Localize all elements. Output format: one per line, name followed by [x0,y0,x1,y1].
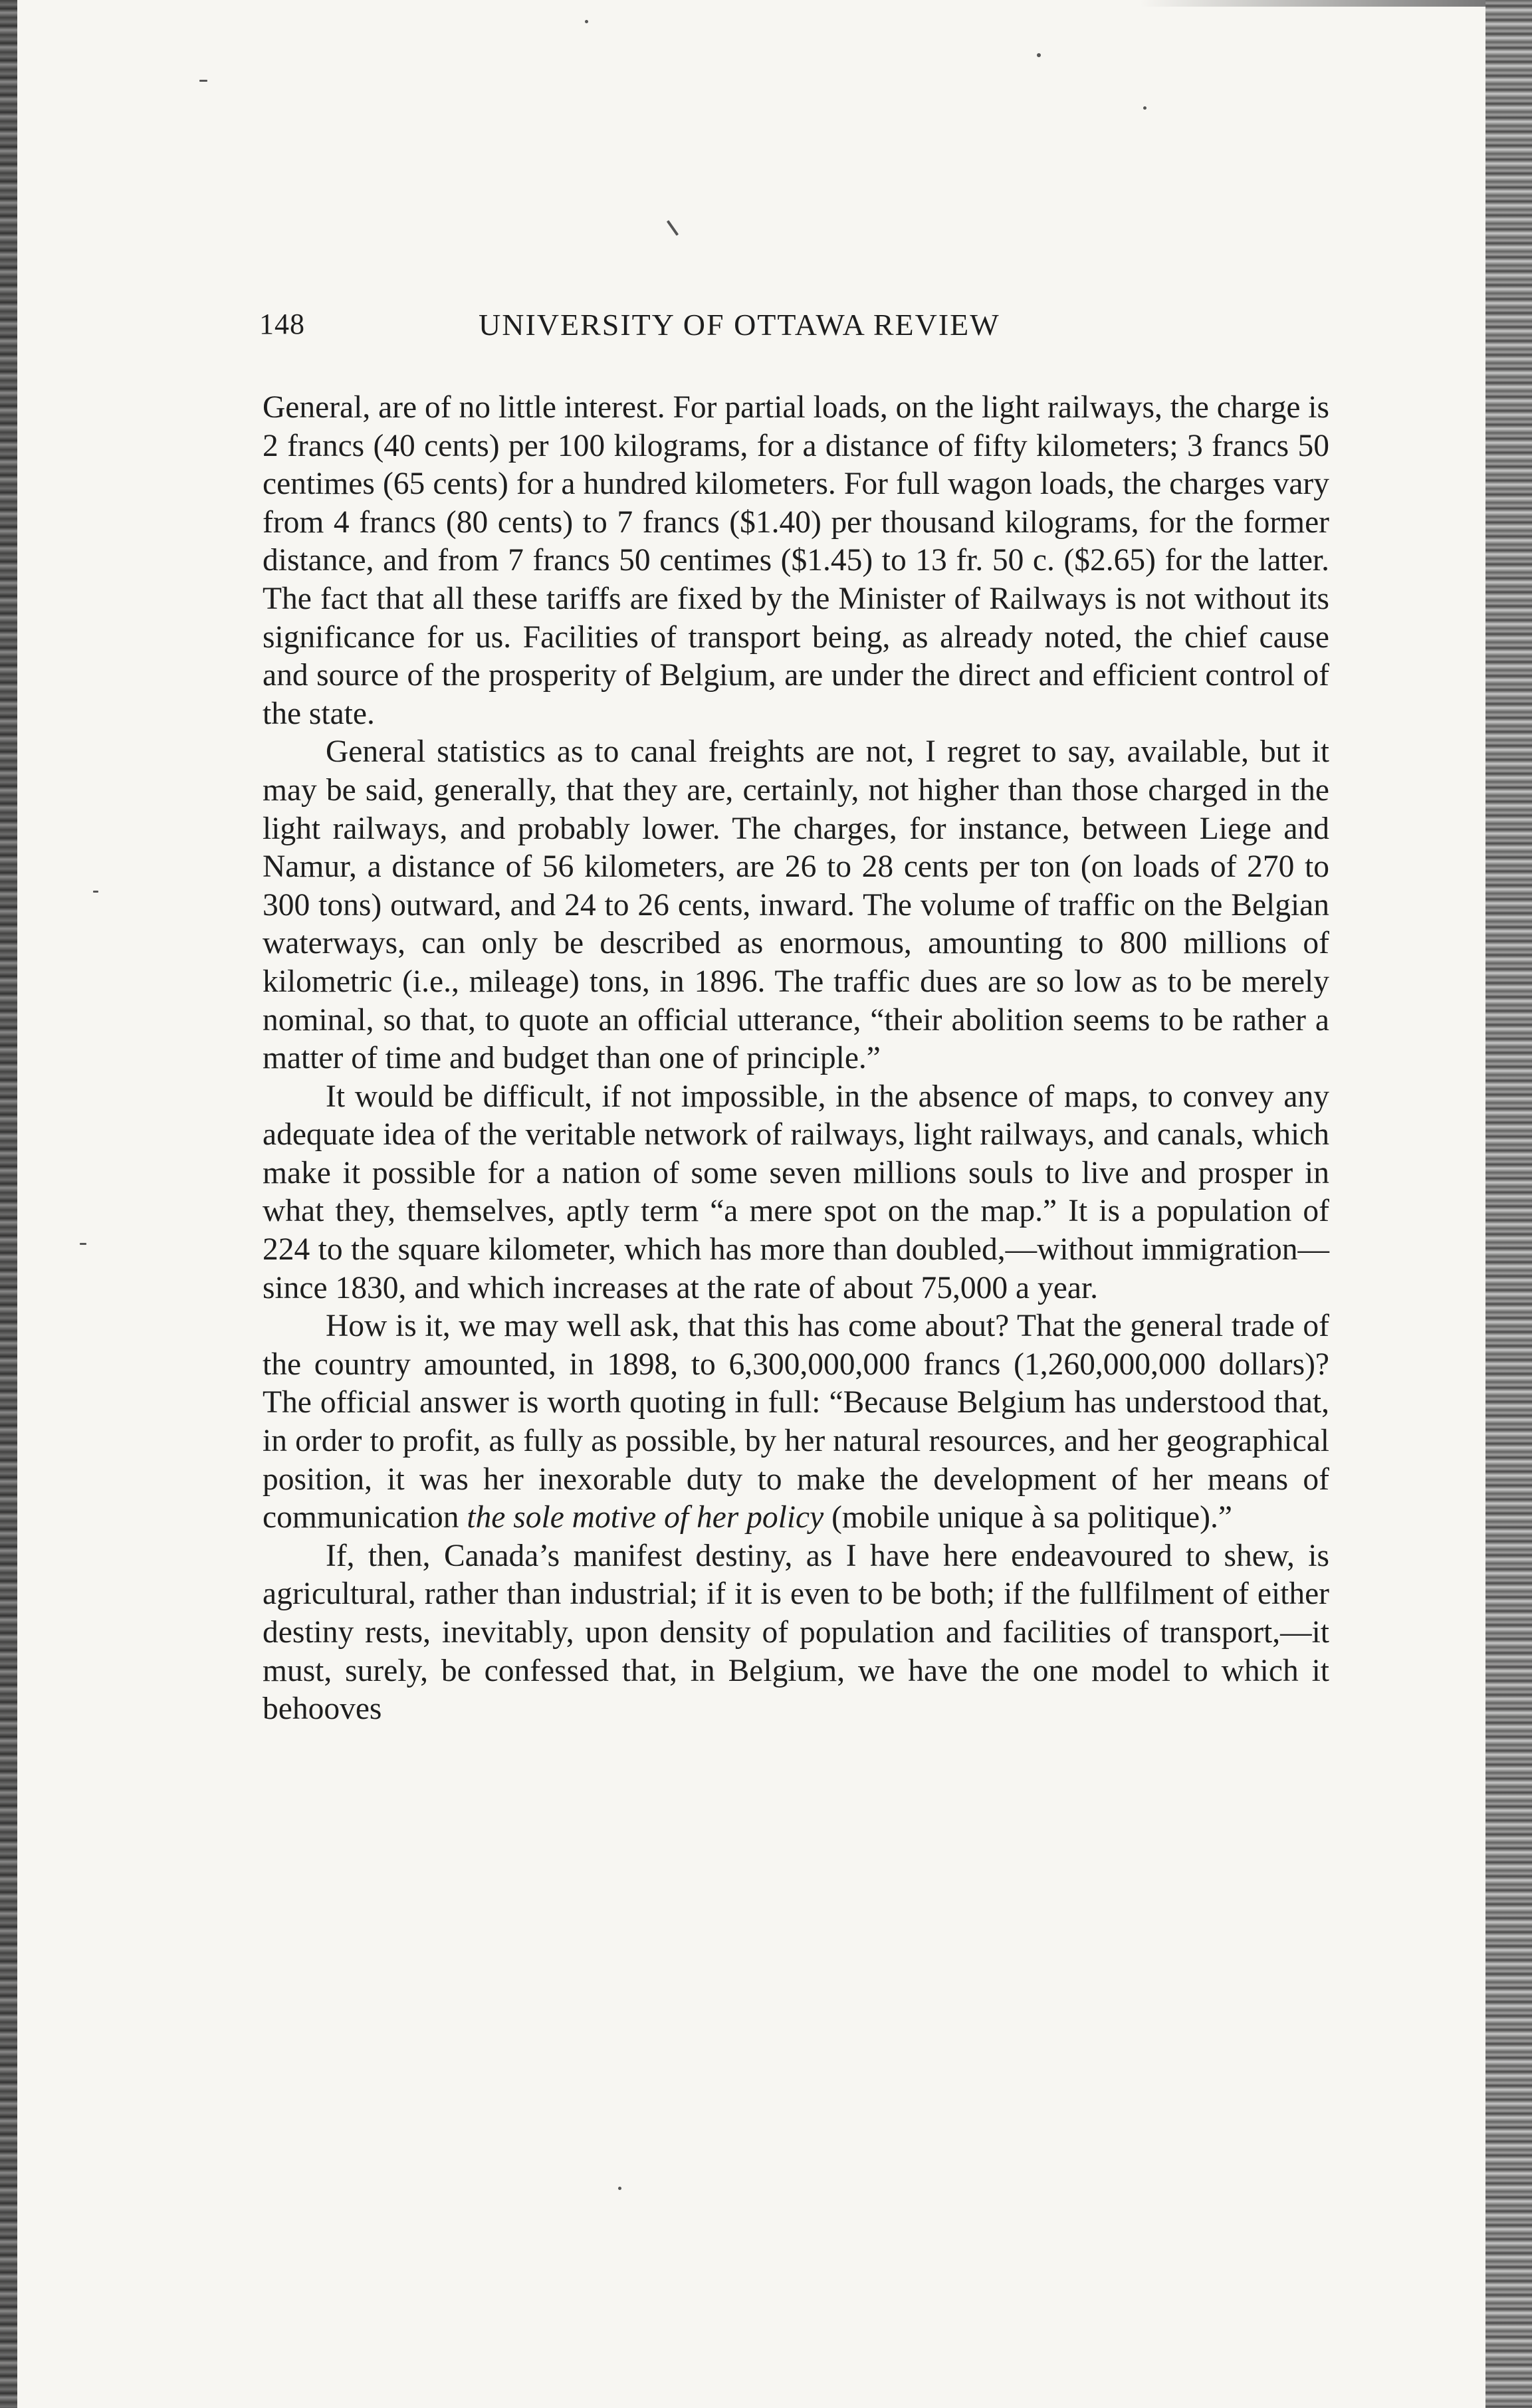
scan-speck [585,20,588,23]
paragraph-5: If, then, Canada’s manifest destiny, as I have here endeavoured to shew, is agricultural, rather than industrial; if it is even to be both; if the fullfilment of either destiny rests, inevitably, upon density of population and facilities of transport,—it must, surely, be confessed that, in Belgium, we have the one model to which it behooves [263,1538,1329,1727]
scan-speck [1037,53,1041,57]
scan-edge-right [1485,0,1532,2408]
page-number: 148 [259,308,305,340]
paragraph-4-end: (mobile unique à sa politique).” [831,1500,1232,1535]
scan-speck [667,220,679,236]
body-text [263,389,1329,1729]
paragraph-1: General, are of no little interest. For partial loads, on the light railways, the charge is 2 francs (40 cents) per 100 kilograms, for a distance of fifty kilometers; 3 francs 50 centimes (65 cents) for a hundred kilometers. For full wagon loads, the charges vary from 4 francs (80 cents) to 7 francs ($1.40) per thousand kilograms, for the former distance, and from 7 francs 50 centimes ($1.45) to 13 fr. 50 c. ($2.65) for the latter. The fact that all these tariffs are fixed by the Minister of Railways is not without its significance for us. Facilities of transport being, as already noted, the chief cause and source of the prosperity of Belgium, are under the direct and efficient control of the state. [263,390,1329,731]
running-head: UNIVERSITY OF OTTAWA REVIEW [479,308,1000,342]
scan-speck [618,2187,621,2190]
scan-speck [80,1243,86,1245]
scan-speck [1143,106,1147,110]
paragraph-2: General statistics as to canal freights are not, I regret to say, available, but it may be said, generally, that they are, certainly, not higher than those charged in the light railways, and probably lower. The charges, for instance, between Liege and Namur, a distance of 56 kilometers, are 26 to 28 cents per ton (on loads of 270 to 300 tons) outward, and 24 to 26 cents, inward. The volume of traffic on the Belgian waterways, can only be described as enormous, amounting to 800 millions of kilometric (i.e., mileage) tons, in 1896. The traffic dues are so low as to be merely nominal, so that, to quote an official utterance, “their abolition seems to be rather a matter of time and budget than one of principle.” [263,734,1329,1076]
scan-speck [199,80,207,82]
paragraph-3: It would be difficult, if not impossible, in the absence of maps, to convey any adequate idea of the veritable network of railways, light railways, and canals, which make it possible for a nation of some seven millions souls to live and prosper in what they, themselves, aptly term “a mere spot on the map.” It is a population of 224 to the square kilometer, which has more than doubled,—without immigration—since 1830, and which increases at the rate of about 75,000 a year. [263,1079,1329,1305]
scan-edge-top [1140,0,1485,7]
paragraph-4-italic: the sole motive of her policy [467,1500,824,1535]
paragraph-4 [263,1307,1329,1537]
scan-edge-left [0,0,17,2408]
paragraph-4-start: How is it, we may well ask, that this has come about? That the general trade of the country amounted, in 1898, to 6,300,000,000 francs (1,260,000,000 dollars)? The official answer is worth quoting in full: “Because Belgium has understood that, in order to profit, as fully as possible, by her natural resources, and her geographical position, it was her inexorable duty to make the development of her means of communication [263,1309,1329,1535]
page-header [259,307,1329,354]
scan-speck [93,891,98,893]
